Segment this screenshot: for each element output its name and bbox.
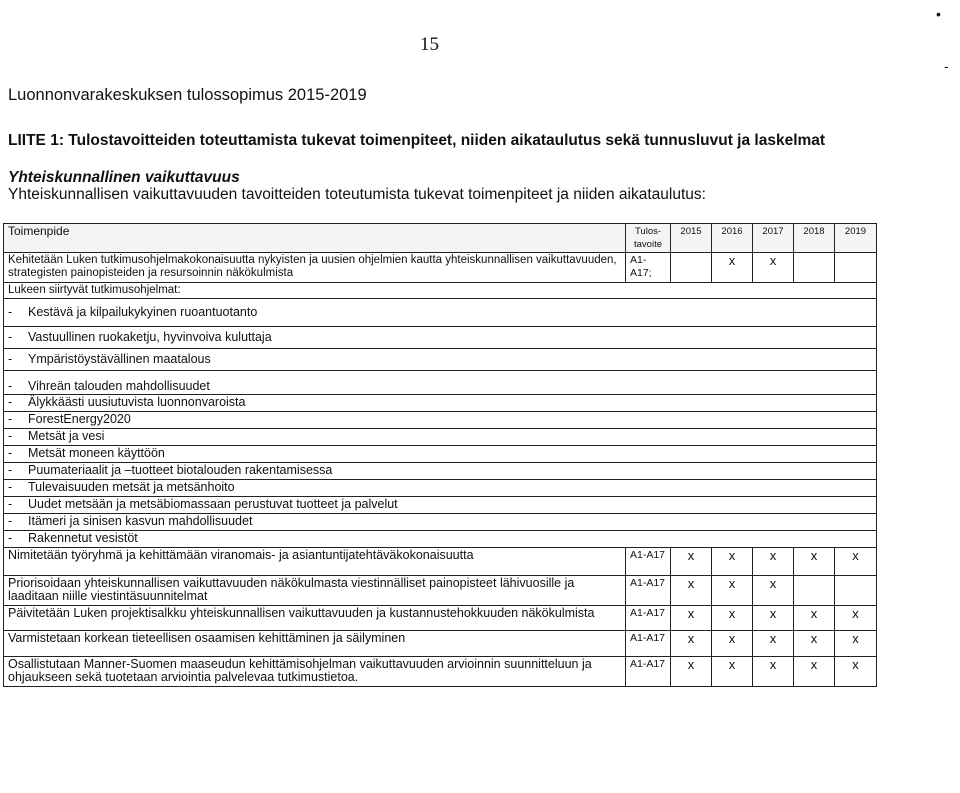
year-mark: x bbox=[671, 606, 712, 631]
program-row bbox=[4, 497, 877, 514]
year-mark: x bbox=[835, 606, 877, 631]
year-mark: x bbox=[753, 253, 794, 283]
year-mark: x bbox=[753, 606, 794, 631]
dash: - bbox=[8, 446, 13, 460]
year-mark: x bbox=[671, 657, 712, 687]
measure-cell: Osallistutaan Manner-Suomen maaseudun kehittämisohjelman vaikuttavuuden arvioinnin suunnitteluun ja ohjaukseen sekä tuotetaan arviointia palvelevaa tutkimustietoa. bbox=[4, 657, 626, 687]
dash: - bbox=[8, 463, 13, 477]
header-measure: Toimenpide bbox=[4, 224, 626, 253]
year-mark: x bbox=[712, 606, 753, 631]
year-mark: x bbox=[712, 253, 753, 283]
program-label: Ympäristöystävällinen maatalous bbox=[28, 352, 211, 366]
annex-title: LIITE 1: Tulostavoitteiden toteuttamista tukevat toimenpiteet, niiden aikataulutus sekä tunnusluvut ja laskelmat bbox=[8, 132, 826, 149]
year-mark: x bbox=[794, 548, 835, 576]
year-mark bbox=[794, 253, 835, 283]
measure-cell: Nimitetään työryhmä ja kehittämään viranomais- ja asiantuntijatehtäväkokonaisuutta bbox=[4, 548, 626, 576]
program-label: Uudet metsään ja metsäbiomassaan perustuvat tuotteet ja palvelut bbox=[28, 497, 398, 511]
target-cell: A1-A17 bbox=[626, 631, 671, 657]
year-mark: x bbox=[753, 657, 794, 687]
measure-cell: Päivitetään Luken projektisalkku yhteiskunnallisen vaikuttavuuden ja kustannustehokkuuden näkökulmista bbox=[4, 606, 626, 631]
program-label: Rakennetut vesistöt bbox=[28, 531, 138, 545]
year-mark: x bbox=[835, 631, 877, 657]
scan-speck: • bbox=[936, 6, 941, 22]
year-mark: x bbox=[712, 548, 753, 576]
table-row bbox=[4, 631, 877, 657]
year-mark: x bbox=[753, 576, 794, 606]
program-label: Puumateriaalit ja –tuotteet biotalouden rakentamisessa bbox=[28, 463, 333, 477]
program-label: Metsät moneen käyttöön bbox=[28, 446, 165, 460]
dash: - bbox=[8, 497, 13, 511]
program-row bbox=[4, 429, 877, 446]
year-mark: x bbox=[753, 548, 794, 576]
dash: - bbox=[8, 531, 13, 545]
dash: - bbox=[8, 305, 13, 319]
program-row bbox=[4, 299, 877, 327]
dash: - bbox=[8, 480, 13, 494]
target-cell: A1-A17 bbox=[626, 548, 671, 576]
program-label: Kestävä ja kilpailukykyinen ruoantuotanto bbox=[28, 305, 258, 319]
program-row bbox=[4, 412, 877, 429]
program-label: ForestEnergy2020 bbox=[28, 412, 131, 426]
program-row bbox=[4, 446, 877, 463]
header-target: Tulos-tavoite bbox=[626, 224, 671, 253]
year-mark bbox=[794, 576, 835, 606]
header-year: 2018 bbox=[794, 224, 835, 253]
table-row bbox=[4, 253, 877, 283]
section-subtitle: Yhteiskunnallisen vaikuttavuuden tavoitteiden toteutumista tukevat toimenpiteet ja niiden aikataulutus: bbox=[8, 186, 706, 203]
year-mark: x bbox=[794, 606, 835, 631]
year-mark: x bbox=[712, 657, 753, 687]
year-mark: x bbox=[835, 657, 877, 687]
dash: - bbox=[8, 352, 13, 366]
page-number: 15 bbox=[420, 34, 439, 55]
program-row bbox=[4, 371, 877, 395]
program-label: Älykkäästi uusiutuvista luonnonvaroista bbox=[28, 395, 246, 409]
program-row bbox=[4, 349, 877, 371]
year-mark: x bbox=[835, 548, 877, 576]
year-mark: x bbox=[671, 548, 712, 576]
programs-intro: Lukeen siirtyvät tutkimusohjelmat: bbox=[4, 283, 877, 299]
dash: - bbox=[8, 395, 13, 409]
program-row bbox=[4, 463, 877, 480]
year-mark: x bbox=[671, 576, 712, 606]
year-mark bbox=[835, 576, 877, 606]
program-label: Tulevaisuuden metsät ja metsänhoito bbox=[28, 480, 235, 494]
table-row bbox=[4, 576, 877, 606]
table-row bbox=[4, 606, 877, 631]
measure-cell: Priorisoidaan yhteiskunnallisen vaikuttavuuden näkökulmasta viestinnälliset painopisteet lähivuosille ja laaditaan niille viestintäsuunnitelmat bbox=[4, 576, 626, 606]
year-mark: x bbox=[794, 657, 835, 687]
program-row bbox=[4, 514, 877, 531]
table-row bbox=[4, 657, 877, 687]
header-year: 2016 bbox=[712, 224, 753, 253]
program-label: Itämeri ja sinisen kasvun mahdollisuudet bbox=[28, 514, 253, 528]
table-row bbox=[4, 283, 877, 299]
target-cell: A1-A17 bbox=[626, 657, 671, 687]
target-cell: A1-A17 bbox=[626, 576, 671, 606]
program-row bbox=[4, 480, 877, 497]
program-row bbox=[4, 395, 877, 412]
program-row bbox=[4, 327, 877, 349]
dash: - bbox=[8, 429, 13, 443]
document-title: Luonnonvarakeskuksen tulossopimus 2015-2019 bbox=[8, 86, 367, 104]
year-mark: x bbox=[712, 576, 753, 606]
target-cell: A1-A17 bbox=[626, 606, 671, 631]
year-mark: x bbox=[671, 631, 712, 657]
dash: - bbox=[8, 330, 13, 344]
header-row bbox=[4, 224, 877, 253]
table-row bbox=[4, 548, 877, 576]
dash: - bbox=[8, 379, 13, 393]
dash: - bbox=[8, 514, 13, 528]
header-year: 2015 bbox=[671, 224, 712, 253]
program-label: Vastuullinen ruokaketju, hyvinvoiva kuluttaja bbox=[28, 330, 272, 344]
dash: - bbox=[8, 412, 13, 426]
program-row bbox=[4, 531, 877, 548]
year-mark bbox=[671, 253, 712, 283]
target-cell: A1-A17; bbox=[626, 253, 671, 283]
year-mark: x bbox=[794, 631, 835, 657]
measure-cell: Kehitetään Luken tutkimusohjelmakokonaisuutta nykyisten ja uusien ohjelmien kautta yhteiskunnallisen vaikuttavuuden, strategisten painopisteiden ja resursoinnin näkökulmista bbox=[4, 253, 626, 283]
year-mark: x bbox=[712, 631, 753, 657]
measure-cell: Varmistetaan korkean tieteellisen osaamisen kehittäminen ja säilyminen bbox=[4, 631, 626, 657]
scan-speck: - bbox=[944, 58, 949, 74]
section-title: Yhteiskunnallinen vaikuttavuus bbox=[8, 169, 240, 186]
year-mark: x bbox=[753, 631, 794, 657]
header-year: 2017 bbox=[753, 224, 794, 253]
header-year: 2019 bbox=[835, 224, 877, 253]
measures-table bbox=[3, 223, 877, 687]
program-label: Vihreän talouden mahdollisuudet bbox=[28, 379, 210, 393]
year-mark bbox=[835, 253, 877, 283]
program-label: Metsät ja vesi bbox=[28, 429, 105, 443]
